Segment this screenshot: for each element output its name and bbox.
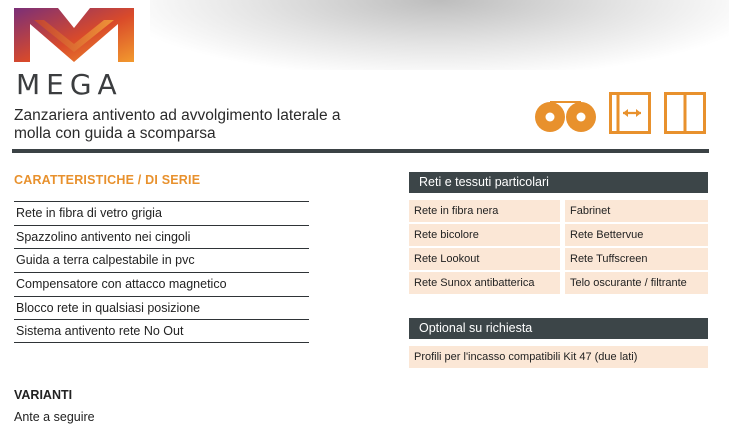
net-cell: Rete bicolore (409, 224, 560, 246)
net-cell: Rete Bettervue (565, 224, 708, 246)
optional-heading: Optional su richiesta (409, 318, 708, 339)
lateral-slide-icon (609, 92, 651, 134)
feature-item: Spazzolino antivento nei cingoli (14, 225, 309, 249)
feature-item: Blocco rete in qualsiasi posizione (14, 296, 309, 320)
net-cell: Fabrinet (565, 200, 708, 222)
feature-item: Compensatore con attacco magnetico (14, 272, 309, 296)
feature-item: Rete in fibra di vetro grigia (14, 201, 309, 225)
variants-heading: VARIANTI (14, 388, 73, 402)
net-cell: Rete Sunox antibatterica (409, 272, 560, 294)
net-cell: Rete Tuffscreen (565, 248, 708, 270)
header-shading (150, 0, 729, 70)
mega-wordmark: MEGA (16, 68, 123, 101)
net-cell: Rete in fibra nera (409, 200, 560, 222)
optional-item: Profili per l'incasso compatibili Kit 47 (due lati) (409, 346, 708, 368)
features-list (14, 201, 309, 343)
product-title: Zanzariera antivento ad avvolgimento laterale a molla con guida a scomparsa (14, 107, 341, 142)
mega-logo-mark (14, 6, 134, 66)
mega-logo (14, 6, 134, 101)
header-divider (12, 149, 709, 153)
net-cell: Rete Lookout (409, 248, 560, 270)
variants-value: Ante a seguire (14, 410, 95, 424)
spring-rollers-icon (534, 101, 598, 133)
features-heading: CARATTERISTICHE / DI SERIE (14, 173, 201, 187)
nets-heading: Reti e tessuti particolari (409, 172, 708, 193)
feature-item: Guida a terra calpestabile in pvc (14, 248, 309, 272)
feature-item: Sistema antivento rete No Out (14, 319, 309, 343)
double-door-icon (664, 92, 706, 134)
net-cell: Telo oscurante / filtrante (565, 272, 708, 294)
